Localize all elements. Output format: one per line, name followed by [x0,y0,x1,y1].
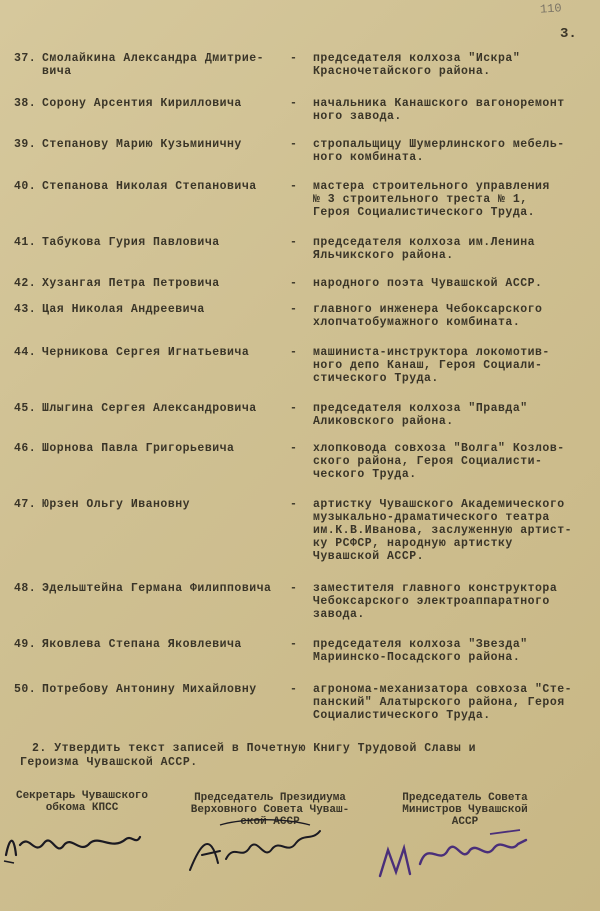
entry-name: Юрзен Ольгу Ивановну [42,498,191,511]
entry-number: 41. [14,236,37,249]
entry-position: стропальщицу Шумерлинского мебель- ного комбината. [313,138,565,164]
entry-name: Хузангая Петра Петровича [42,277,220,290]
entry-name: Степанову Марию Кузьминичну [42,138,242,151]
entry-name: Шорнова Павла Григорьевича [42,442,235,455]
archive-mark: 110 [539,1,563,17]
entry-number: 46. [14,442,37,455]
entry-name: Смолайкина Александра Дмитрие- вича [42,52,265,78]
handwritten-signature-3 [370,820,540,890]
entry-position: председателя колхоза им.Ленина Яльчикского района. [313,236,536,262]
entry-number: 48. [14,582,37,595]
entry-position: агронома-механизатора совхоза "Сте- панский" Алатырского района, Героя Социалистического Труда. [313,683,573,722]
entry-name: Эдельштейна Германа Филипповича [42,582,272,595]
entry-position: народного поэта Чувашской АССР. [313,277,543,290]
entry-number: 47. [14,498,37,511]
signatory-title-party: Секретарь Чувашского обкома КПСС [15,790,149,814]
entry-position: председателя колхоза "Правда" Аликовского района. [313,402,528,428]
entry-number: 43. [14,303,37,316]
entry-position: хлопковода совхоза "Волга" Козлов- ского района, Героя Социалисти- ческого Труда. [313,442,565,481]
entry-name: Шлыгина Сергея Александровича [42,402,257,415]
entry-position: председателя колхоза "Звезда" Мариинско-Посадского района. [313,638,528,664]
entry-position: артистку Чувашского Академического музыкально-драматического театра им.К.В.Иванова, заслуженную артист- ку РСФСР, народную артистку Чувашской АССР. [313,498,573,563]
entry-number: 42. [14,277,37,290]
handwritten-signature-2 [180,815,330,880]
entry-number: 45. [14,402,37,415]
entry-name: Яковлева Степана Яковлевича [42,638,242,651]
entry-position: главного инженера Чебоксарского хлопчатобумажного комбината. [313,303,543,329]
entry-name: Сорону Арсентия Кирилловича [42,97,242,110]
entry-position: машиниста-инструктора локомотив- ного депо Канаш, Героя Социали- стического Труда. [313,346,550,385]
entry-number: 49. [14,638,37,651]
entry-number: 40. [14,180,37,193]
entry-position: председателя колхоза "Искра" Красночетайского района. [313,52,521,78]
entry-name: Потребову Антонину Михайловну [42,683,257,696]
entry-position: мастера строительного управления № 3 строительного треста № 1, Героя Социалистического Труда. [313,180,550,219]
entry-number: 44. [14,346,37,359]
signatory-title-presidium: Председатель Президиума Верховного Совета Чуваш- ской АССР [190,792,350,828]
page-number: 3. [560,26,577,42]
entry-number: 50. [14,683,37,696]
entry-position: начальника Канашского вагоноремонт ного завода. [313,97,565,123]
signatory-title-ministers: Председатель Совета Министров Чувашской АССР [402,792,528,828]
entry-position: заместителя главного конструктора Чебоксарского электроаппаратного завода. [313,582,558,621]
entry-name: Табукова Гурия Павловича [42,236,220,249]
document-page: 110 3. 37. Смолайкина Александра Дмитрие- вича - председателя колхоза "Искра" Красночетайского района. 38. Сорону Арсентия Кирилловича - начальника Канашского вагоноремонт ного завода. 39. Степанову Марию Кузьминичну - стропальщицу Шумерлинского мебель- ного комбината. 40. Степанова Николая Степановича - мастера строительного управления № 3 строительного треста № 1, Героя Социалистического Труда. 41. Табукова Гурия Павловича - председателя колхоза им.Ленина Яльчикского района. 42. Хузангая Петра Петровича - народного поэта Чувашской АССР. 43. Цая Николая Андреевича - главного инженера Чебоксарского хлопчатобумажного комбината. 44. Черникова Сергея Игнатьевича - машиниста-инструктора локомотив- ного депо Канаш, Героя Социали- стического Труда. 45. Шлыгина Сергея Александровича - председателя колхоза "Правда" Аликовского района. 46. Шорнова Павла Григорьевича - хлопковода совхоза "Волга" Козлов- ского района, Героя Социалисти- ческого Труда. 47. Юрзен Ольгу Ивановну - артистку Чувашского Академического музыкально-драматического театра им.К.В.Иванова, заслуженную артист- ку РСФСР, народную артистку Чувашской АССР. 48. Эдельштейна Германа Филипповича - заместителя главного конструктора Чебоксарского электроаппаратного завода. 49. Яковлева Степана Яковлевича - председателя колхоза "Звезда" Мариинско-Посадского района. 50. Потребову Антонину Михайловну - агронома-механизатора совхоза "Сте- панский" Алатырского района, Героя Социалистического Труда. 2. Утвердить текст записей в Почетную Книгу Трудовой Славы и Героизма Чувашской АССР. Секретарь Чувашского обкома КПСС Председатель Президиума Верховного Совета Чуваш- ской АССР Председатель Совета Министров Чувашской АССР [0,0,600,911]
handwritten-signature-1 [0,815,150,875]
entry-number: 38. [14,97,37,110]
entry-name: Степанова Николая Степановича [42,180,257,193]
entry-name: Цая Николая Андреевича [42,303,205,316]
entry-name: Черникова Сергея Игнатьевича [42,346,250,359]
entry-number: 39. [14,138,37,151]
entry-number: 37. [14,52,37,65]
resolution-paragraph: 2. Утвердить текст записей в Почетную Книгу Трудовой Славы и Героизма Чувашской АССР. [20,742,477,769]
